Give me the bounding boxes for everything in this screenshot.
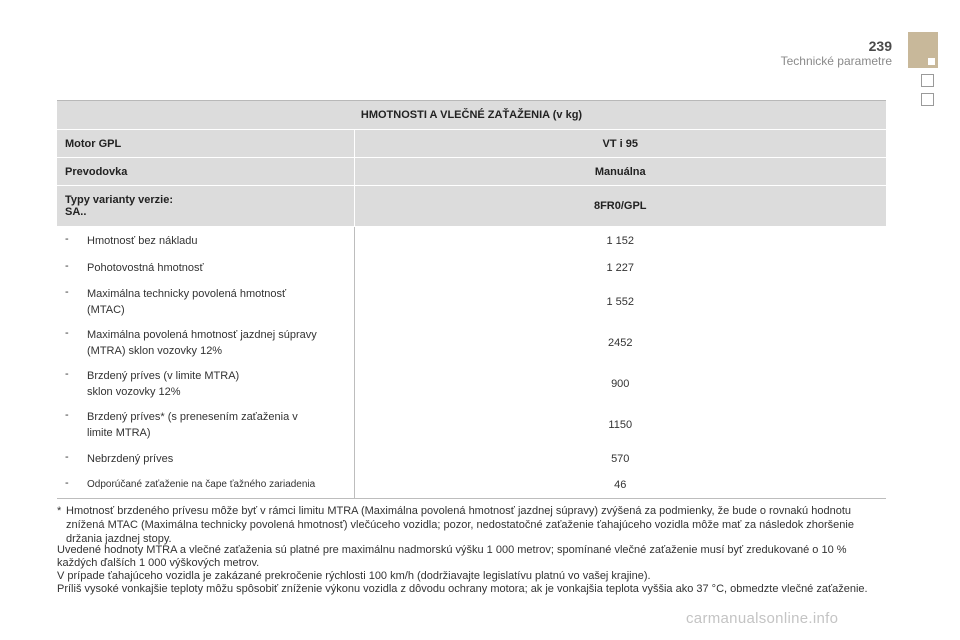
watermark: carmanualsonline.info [686, 610, 839, 627]
table-row [57, 445, 886, 472]
variant-label [57, 186, 354, 227]
row-value: 570 [354, 445, 886, 472]
page-number: 239 [868, 38, 892, 54]
engine-row [57, 130, 886, 158]
chapter-indicator-1 [921, 74, 934, 87]
variant-label-line-2: SA.. [65, 206, 87, 218]
row-label: Maximálna technicky povolená hmotnosť [87, 287, 287, 300]
row-label: Brzdený príves* (s prenesením zaťaženia v [87, 410, 298, 423]
dash: - [65, 259, 69, 272]
row-label: Nebrzdený príves [87, 452, 174, 465]
table-row [57, 322, 886, 363]
tab-marker [928, 58, 935, 65]
table-row [57, 254, 886, 281]
table-row [57, 404, 886, 445]
note-paragraph: Príliš vysoké vonkajšie teploty môžu spôsobiť zníženie výkonu vozidla z dôvodu ochrany motora; ak je vonkajšia teplota vyššia ako 37 °C, obmedzte vlečné zaťaženie. [57, 583, 868, 595]
row-value: 1 227 [354, 254, 886, 281]
row-value: 1150 [354, 404, 886, 445]
gearbox-value: Manuálna [354, 158, 886, 186]
row-label: Brzdený príves (v limite MTRA) [87, 369, 240, 382]
footnote-marker: * [57, 505, 62, 517]
gearbox-label: Prevodovka [57, 158, 354, 186]
row-label-cont: sklon vozovky 12% [87, 385, 181, 398]
footnote-text: Hmotnosť brzdeného prívesu môže byť v rámci limitu MTRA (Maximálna povolená hmotnosť jazdnej súpravy) zvýšená za podmienky, že bude o rovnakú hodnotu znížená MTAC (Maximálna technicky povolená hmotnosť) vlečúceho vozidla; pozor, nedostatočné zaťaženie ťahajúceho vozidla môže mať za následok zhoršenie držania jazdnej stopy. [66, 505, 854, 545]
dash: - [65, 408, 69, 421]
dash: - [65, 367, 69, 380]
note-paragraph: Uvedené hodnoty MTRA a vlečné zaťaženia sú platné pre maximálnu nadmorskú výšku 1 000 metrov; spomínané vlečné zaťaženie musí byť zredukované o 10 % každých ďalších 1 000 výškových metrov. [57, 544, 847, 569]
table-title: HMOTNOSTI A VLEČNÉ ZAŤAŽENIA (v kg) [57, 101, 886, 130]
footnote [57, 504, 887, 546]
notes [57, 544, 887, 596]
row-label: Maximálna povolená hmotnosť jazdnej súpravy [87, 328, 317, 341]
row-value: 2452 [354, 322, 886, 363]
row-value: 46 [354, 472, 886, 499]
table-row [57, 363, 886, 404]
row-value: 1 152 [354, 227, 886, 255]
row-label: Pohotovostná hmotnosť [87, 261, 204, 274]
row-label-cont: (MTRA) sklon vozovky 12% [87, 344, 223, 357]
dash: - [65, 326, 69, 339]
dash: - [65, 285, 69, 298]
chapter-indicator-2 [921, 93, 934, 106]
engine-label: Motor GPL [57, 130, 354, 158]
engine-value: VT i 95 [354, 130, 886, 158]
row-value: 900 [354, 363, 886, 404]
gearbox-row [57, 158, 886, 186]
row-label: Hmotnosť bez nákladu [87, 234, 198, 247]
row-label: Odporúčané zaťaženie na čape ťažného zariadenia [87, 479, 316, 490]
variant-value: 8FR0/GPL [354, 186, 886, 227]
table-row [57, 281, 886, 322]
section-title: Technické parametre [780, 54, 892, 68]
chapter-tab [908, 32, 938, 68]
dash: - [65, 232, 69, 245]
weights-table [57, 100, 886, 499]
variant-row [57, 186, 886, 227]
dash: - [65, 450, 69, 463]
note-paragraph: V prípade ťahajúceho vozidla je zakázané prekročenie rýchlosti 100 km/h (dodržiavajte legislatívu platnú vo vašej krajine). [57, 570, 651, 582]
dash: - [65, 477, 69, 489]
table-title-row [57, 101, 886, 130]
table-row [57, 472, 886, 499]
row-label-cont: limite MTRA) [87, 426, 151, 439]
row-value: 1 552 [354, 281, 886, 322]
table-row [57, 227, 886, 255]
row-label-cont: (MTAC) [87, 303, 125, 316]
variant-label-line-1: Typy varianty verzie: [65, 194, 174, 206]
